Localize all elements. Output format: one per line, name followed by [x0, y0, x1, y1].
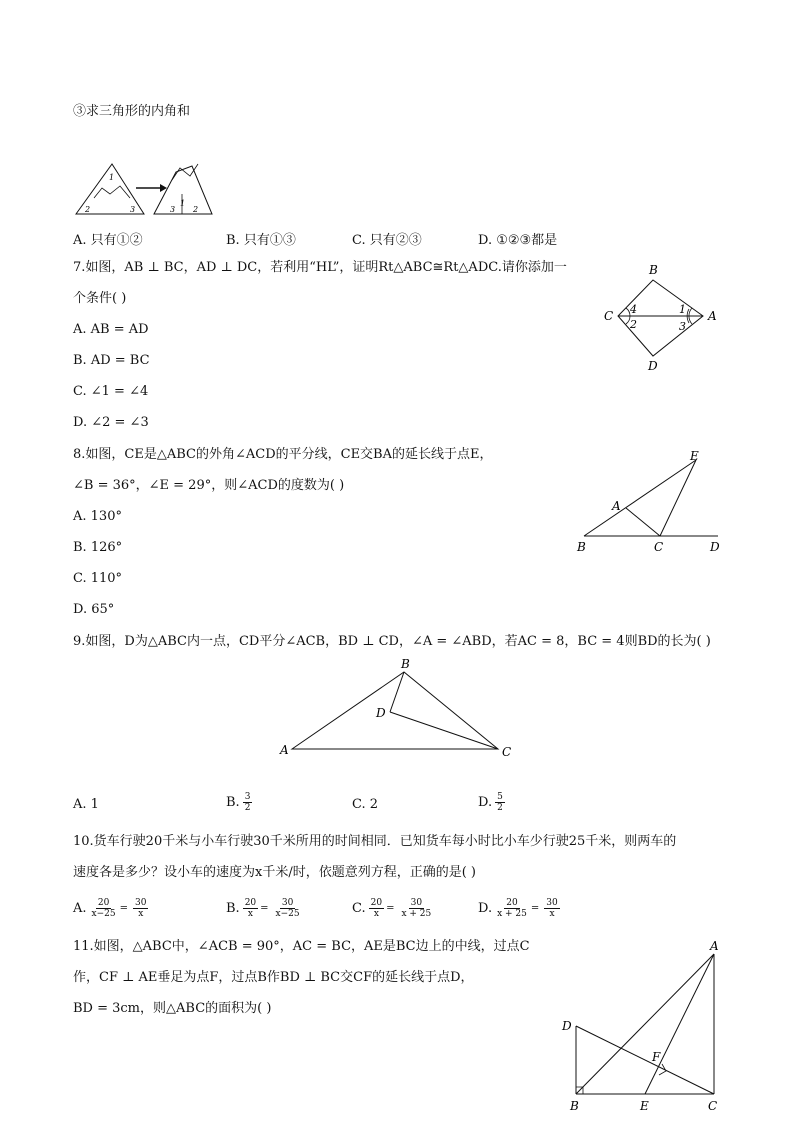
- q11-label-b: B: [570, 1099, 579, 1113]
- q6-option-a[interactable]: A. 只有①②: [73, 233, 143, 248]
- q7-label-b: B: [649, 263, 658, 277]
- equals-sign: =: [119, 903, 128, 914]
- q6-angle3: 3: [130, 205, 136, 214]
- q8-stem-line1: 8.如图，CE是△ABC的外角∠ACD的平分线，CE交BA的延长线于点E，: [73, 447, 493, 462]
- q9-option-a[interactable]: A. 1: [73, 797, 99, 812]
- q9-triangle-figure: [276, 652, 526, 764]
- q6-angle1: 1: [109, 173, 115, 182]
- q10-option-d[interactable]: [478, 898, 560, 919]
- q9-option-b-label: B.: [226, 795, 240, 810]
- q10-option-a[interactable]: [73, 898, 148, 919]
- q6-item3: ③求三角形的内角和: [73, 104, 191, 119]
- q7-num-1: 1: [679, 303, 686, 316]
- q11-label-d: D: [562, 1019, 572, 1033]
- equals-sign: =: [530, 903, 540, 914]
- q7-stem-line2: 个条件( ): [73, 291, 127, 306]
- q11-label-f: F: [652, 1050, 661, 1064]
- q9-stem: 9.如图，D为△ABC内一点，CD平分∠ACB，BD ⊥ CD，∠A = ∠ABD，若AC = 8，BC = 4则BD的长为( ): [73, 634, 711, 649]
- q8-label-e: E: [690, 449, 699, 463]
- q8-option-a[interactable]: A. 130°: [73, 509, 122, 524]
- q10-option-d-label: D.: [478, 901, 493, 916]
- q10-option-d-left: $\frac{20}{x + 25}$: [497, 898, 527, 919]
- q10-option-c-left: $\frac{20}{x}$: [370, 898, 383, 919]
- q10-option-a-label: A.: [73, 901, 87, 916]
- q7-num-3: 3: [679, 320, 686, 333]
- q6-option-d[interactable]: D. ①②③都是: [478, 233, 558, 248]
- q10-option-b-left: $\frac{20}{x}$: [244, 898, 257, 919]
- q7-option-b[interactable]: B. AD = BC: [73, 353, 150, 368]
- q9-option-d-label: D.: [478, 795, 493, 810]
- q6-angle1b: 1: [180, 199, 186, 208]
- q7-kite-figure: [598, 258, 728, 378]
- q9-option-d-fraction: $\frac{5}{2}$: [497, 792, 503, 813]
- q10-stem-line2: 速度各是多少？设小车的速度为x千米/时，依题意列方程，正确的是( ): [73, 865, 476, 880]
- q10-option-c-label: C.: [352, 901, 366, 916]
- q11-label-e: E: [640, 1099, 649, 1113]
- q8-option-d[interactable]: D. 65°: [73, 602, 115, 617]
- q8-option-b[interactable]: B. 126°: [73, 540, 123, 555]
- q7-option-c[interactable]: C. ∠1 = ∠4: [73, 384, 149, 399]
- q9-label-c: C: [502, 745, 512, 759]
- q7-option-a[interactable]: A. AB = AD: [73, 322, 149, 337]
- q7-label-d: D: [648, 359, 658, 373]
- q8-stem-line2: ∠B = 36°，∠E = 29°，则∠ACD的度数为( ): [73, 478, 345, 493]
- q7-num-4: 4: [630, 303, 637, 316]
- q9-option-d[interactable]: [478, 792, 505, 813]
- q11-triangle-figure: [558, 936, 728, 1116]
- q10-stem-line1: 10.货车行驶20千米与小车行驶30千米所用的时间相同．已知货车每小时比小车少行驶25千米，则两车的: [73, 834, 677, 849]
- q11-stem-line1: 11.如图，△ABC中，∠ACB = 90°，AC = BC，AE是BC边上的中线，过点C: [73, 939, 530, 954]
- q10-option-b[interactable]: [226, 898, 302, 919]
- q10-option-b-right: $\frac{30}{x-25}$: [275, 898, 300, 919]
- q7-label-a: A: [708, 309, 717, 323]
- q8-label-b: B: [577, 540, 586, 554]
- q6-angle3b: 3: [170, 205, 176, 214]
- q11-label-c: C: [708, 1099, 718, 1113]
- q6-triangle-figure: [72, 158, 222, 218]
- q8-option-c[interactable]: C. 110°: [73, 571, 123, 586]
- q9-label-d: D: [376, 706, 386, 720]
- q9-option-c[interactable]: C. 2: [352, 797, 379, 812]
- q10-option-a-right: $\frac{30}{x}$: [135, 898, 147, 919]
- equals-sign: =: [386, 903, 395, 914]
- q11-label-a: A: [710, 939, 719, 953]
- q10-option-b-label: B.: [226, 901, 240, 916]
- equals-sign: =: [260, 903, 269, 914]
- q9-option-b-fraction: $\frac{3}{2}$: [244, 792, 251, 813]
- q10-option-c-right: $\frac{30}{x + 25}$: [401, 898, 432, 919]
- q8-label-d: D: [710, 540, 720, 554]
- q7-num-2: 2: [630, 318, 637, 331]
- q10-option-d-right: $\frac{30}{x}$: [546, 898, 558, 919]
- q8-label-a: A: [612, 499, 621, 513]
- q9-label-a: A: [280, 743, 289, 757]
- q10-option-c[interactable]: [352, 898, 433, 919]
- q11-stem-line3: BD = 3cm，则△ABC的面积为( ): [73, 1001, 272, 1016]
- q6-option-c[interactable]: C. 只有②③: [352, 233, 422, 248]
- q6-angle2: 2: [85, 205, 91, 214]
- q6-option-b[interactable]: B. 只有①③: [226, 233, 296, 248]
- q9-option-b[interactable]: [226, 792, 252, 813]
- q8-triangle-figure: [572, 446, 732, 558]
- q11-stem-line2: 作，CF ⊥ AE垂足为点F，过点B作BD ⊥ BC交CF的延长线于点D，: [73, 970, 474, 985]
- q7-stem-line1: 7.如图，AB ⊥ BC，AD ⊥ DC，若利用“HL”，证明Rt△ABC≅Rt△ADC.请你添加一: [73, 260, 567, 275]
- q6-angle2b: 2: [193, 205, 199, 214]
- q9-label-b: B: [401, 657, 410, 671]
- q7-label-c: C: [604, 309, 614, 323]
- q7-option-d[interactable]: D. ∠2 = ∠3: [73, 415, 149, 430]
- q10-option-a-left: $\frac{20}{x-25}$: [91, 898, 116, 919]
- q8-label-c: C: [654, 540, 664, 554]
